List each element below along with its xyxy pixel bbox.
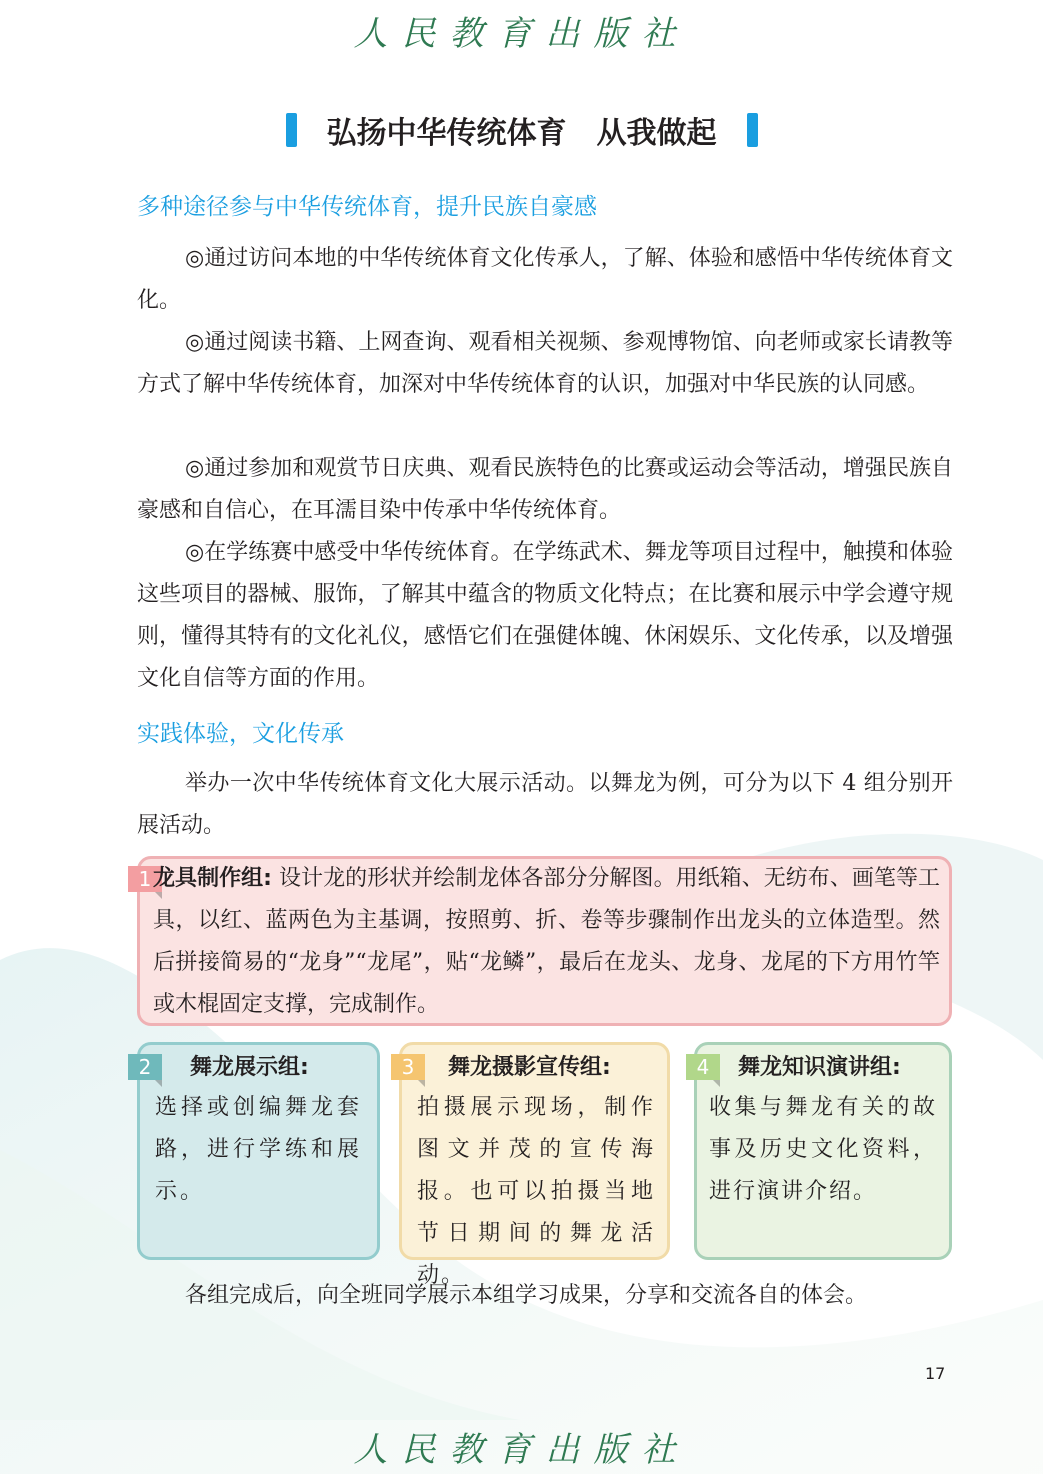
paragraph-reading-research: ◎通过阅读书籍、上网查询、观看相关视频、参观博物馆、向老师或家长请教等方式了解中华传统体育，加深对中华传统体育的认识，加强对中华民族的认同感。 <box>137 330 953 397</box>
group-title-photo-publicity: 舞龙摄影宣传组: <box>448 1055 611 1080</box>
page-title-row <box>0 108 1043 152</box>
paragraph-activity-intro: 举办一次中华传统体育文化大展示活动。以舞龙为例，可分为以下 4 组分别开展活动。 <box>137 771 953 838</box>
page-number: 17 <box>925 1364 946 1383</box>
group-number-badge-3: 3 <box>391 1054 425 1080</box>
group-title-knowledge-speech: 舞龙知识演讲组: <box>738 1055 901 1080</box>
group-desc-knowledge-speech: 收集与舞龙有关的故事及历史文化资料，进行演讲介绍。 <box>709 1095 937 1204</box>
paragraph-practice-competition: ◎在学练赛中感受中华传统体育。在学练武术、舞龙等项目过程中，触摸和体验这些项目的器械、服饰，了解其中蕴含的物质文化特点；在比赛和展示中学会遵守规则，懂得其特有的文化礼仪，感悟它们在强健体魄、休闲娱乐、文化传承，以及增强文化自信等方面的作用。 <box>137 540 953 691</box>
publisher-logo-bottom: 人民教育出版社 <box>353 1430 690 1470</box>
page-title: 弘扬中华传统体育 从我做起 <box>326 116 717 151</box>
group-text-dragon-making <box>153 858 940 1026</box>
section-heading-practice: 实践体验，文化传承 <box>137 721 344 747</box>
group-desc-dragon-making: 设计龙的形状并绘制龙体各部分分解图。用纸箱、无纺布、画笔等工具，以红、蓝两色为主基调，按照剪、折、卷等步骤制作出龙头的立体造型。然后拼接简易的“龙身”“龙尾”，贴“龙鳞”，最后在龙头、龙身、龙尾的下方用竹竿或木棍固定支撑，完成制作。 <box>153 866 940 1017</box>
title-right-bar <box>747 113 758 147</box>
section-heading-participation: 多种途径参与中华传统体育，提升民族自豪感 <box>137 194 597 220</box>
paragraph-visit-inheritors: ◎通过访问本地的中华传统体育文化传承人，了解、体验和感悟中华传统体育文化。 <box>137 246 953 313</box>
group-desc-dragon-show: 选择或创编舞龙套路，进行学练和展示。 <box>155 1095 362 1204</box>
paragraph-festivals: ◎通过参加和观赏节日庆典、观看民族特色的比赛或运动会等活动，增强民族自豪感和自信心，在耳濡目染中传承中华传统体育。 <box>137 456 953 523</box>
paragraph-closing: 各组完成后，向全班同学展示本组学习成果，分享和交流各自的体会。 <box>185 1283 868 1308</box>
group-desc-photo-publicity: 拍摄展示现场，制作图文并茂的宣传海报。也可以拍摄当地节日期间的舞龙活动。 <box>417 1095 655 1288</box>
group-number-badge-4: 4 <box>686 1054 720 1080</box>
group-number-badge-1: 1 <box>128 866 162 892</box>
publisher-logo-top: 人民教育出版社 <box>353 14 690 54</box>
title-left-bar <box>286 113 297 147</box>
group-title-dragon-show: 舞龙展示组: <box>190 1055 309 1080</box>
group-number-badge-2: 2 <box>128 1054 162 1080</box>
group-title-dragon-making: 龙具制作组: <box>153 866 272 891</box>
